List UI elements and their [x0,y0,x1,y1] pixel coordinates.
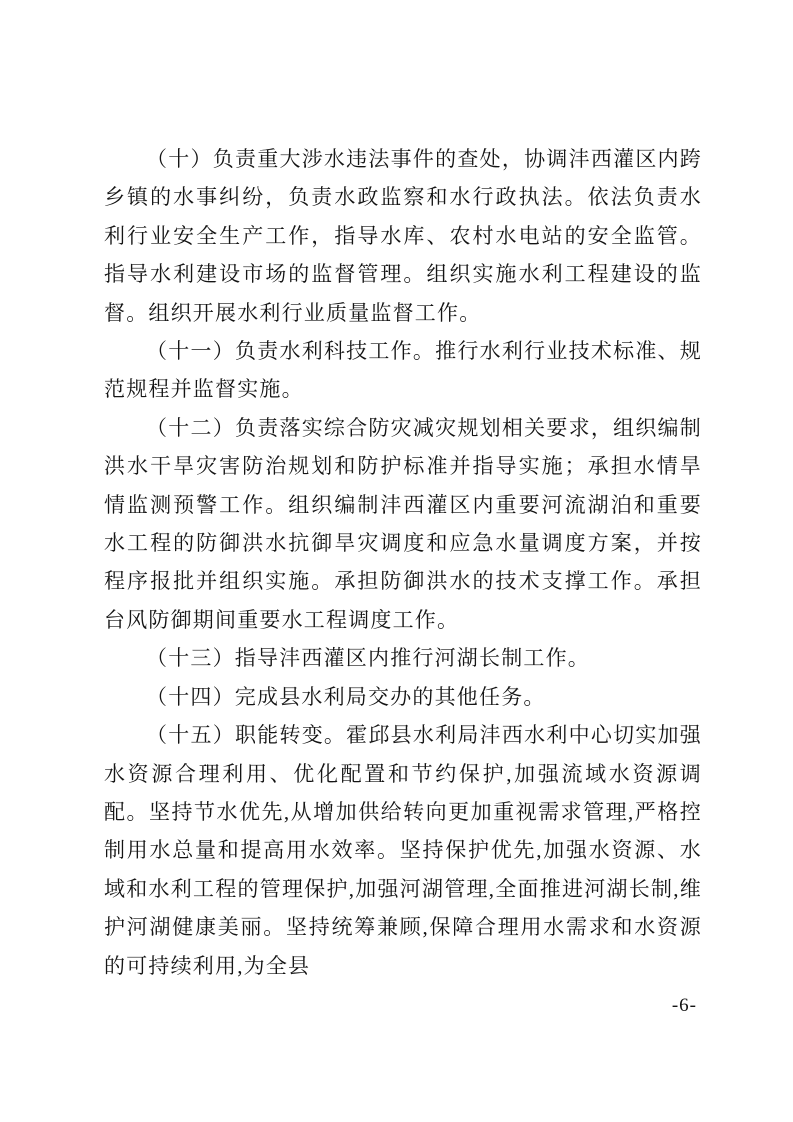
paragraph-item-14: （十四）完成县水利局交办的其他任务。 [146,684,546,709]
paragraph-item-10: （十）负责重大涉水违法事件的查处，协调沣西灌区内跨乡镇的水事纠纷，负责水政监察和水行政执法。依法负责水利行业安全生产工作，指导水库、农村水电站的安全监管。 指导水利建设市场的监督管理。组织实施水利工程建设的监 督。组织开展水利行业质量监督工作。 [104,147,702,325]
paragraph-item-15: （十五）职能转变。霍邱县水利局沣西水利中心切实加强水资源合理利用、优化配置和节约保护,加强流域水资源调配。坚持节水优先,从增加供给转向更加重视需求管理,严格控制用水总量和提高用水效率。坚持保护优先,加强水资源、水域和水利工程的管理保护,加强河湖管理,全面推进河湖长制,维护河湖健康美丽。坚持统筹兼顾,保障合理用水需求和水资源的可持续利用,为全县 [104,723,702,978]
page-number: -6- [671,995,697,1016]
paragraph-item-13: （十三）指导沣西灌区内推行河湖长制工作。 [146,646,590,671]
document-body [104,140,702,985]
paragraph-item-11: （十一）负责水利科技工作。推行水利行业技术标准、规范规程并监督实施。 [104,339,702,402]
paragraph-item-12: （十二）负责落实综合防灾减灾规划相关要求，组织编制洪水干旱灾害防治规划和防护标准并指导实施；承担水情旱情监测预警工作。组织编制沣西灌区内重要河流湖泊和重要水工程的防御洪水抗御旱灾调度和应急水量调度方案，并按程序报批并组织实施。承担防御洪水的技术支撑工作。承担台风防御期间重要水工程调度工作。 [104,415,702,632]
